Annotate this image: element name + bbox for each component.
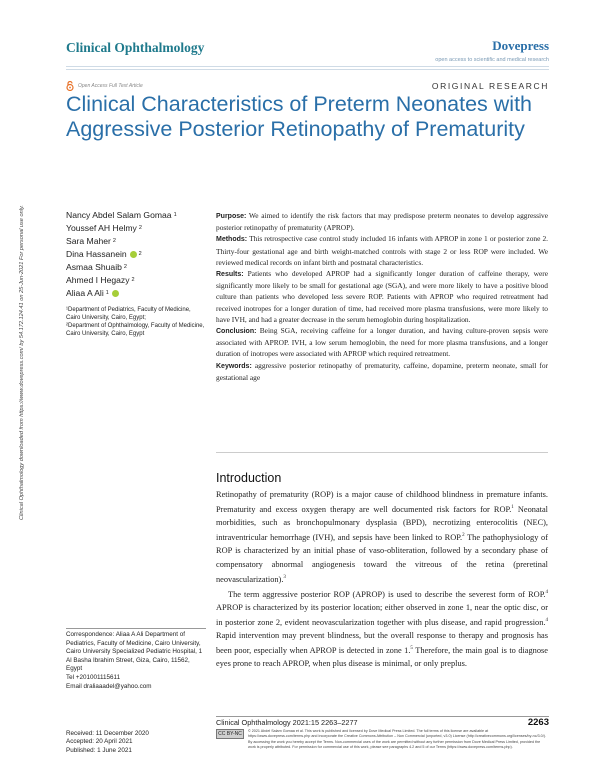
abstract-methods-text: This retrospective case control study included 16 infants with APROP in zone 1 or posterior zone 2. Thirty-four gestational age and birth weight-matched controls with stage 2 or less ROP were included. We reviewed medical records on infant birth and postnatal characteristics. <box>216 234 549 267</box>
citation-ref[interactable]: 1 <box>511 505 514 511</box>
footer-divider <box>216 716 549 717</box>
abstract-purpose-label: Purpose: <box>216 213 247 220</box>
section-label: ORIGINAL RESEARCH <box>431 81 549 91</box>
download-watermark-text: Clinical Ophthalmology downloaded from https://www.dovepress.com/ by 54.172.124.41 on 25-Jun-2021 For personal use only. <box>19 205 25 520</box>
abstract-keywords-label: Keywords: <box>216 362 252 370</box>
publisher-logo[interactable]: Dovepress <box>492 38 549 53</box>
citation-ref[interactable]: 2 <box>462 533 465 539</box>
abstract-results <box>216 268 548 325</box>
affiliation: ²Department of Ophthalmology, Faculty of Medicine, Cairo University, Cairo, Egypt <box>66 323 205 337</box>
author[interactable] <box>66 209 206 222</box>
date-published: Published: 1 June 2021 <box>66 746 132 754</box>
abstract-conclusion <box>216 325 548 360</box>
abstract-conclusion-label: Conclusion: <box>216 328 257 336</box>
author-name: Nancy Abdel Salam Gomaa <box>66 210 172 220</box>
abstract-keywords <box>216 360 548 383</box>
page-number: 2263 <box>527 717 549 728</box>
author-affil-sup: 1 <box>105 290 109 296</box>
header-divider-2 <box>66 69 549 70</box>
article-title: Clinical Characteristics of Preterm Neonates with Aggressive Posterior Retinopathy of Prematurity <box>66 92 532 141</box>
author-name: Asmaa Shuaib <box>66 262 122 272</box>
author[interactable] <box>66 248 206 261</box>
license-text: © 2021 Abdel Salam Gomaa et al. This work is published and licensed by Dove Medical Press Limited. The full terms of this license are available at https://www.dovepress.com/terms.php and incorporate the Creative Commons Attribution – Non Commercial (unported, v3.0) License (http://creativecommons.org/licenses/by-nc/3.0/). By accessing the work you hereby accept the Terms. Non-commercial uses of the work are permitted without any further permission from Dove Medical Press Limited, provided the work is properly attributed. For permission for commercial use of this work, please see paragraphs 4.2 and 5 of our Terms (https://www.dovepress.com/terms.php). <box>248 729 546 749</box>
correspondence-tel: Tel +201001115611 <box>66 673 121 681</box>
citation-ref[interactable]: 4 <box>545 589 548 595</box>
author-name: Ahmed I Hegazy <box>66 275 130 285</box>
author[interactable] <box>66 287 206 300</box>
author-affil-sup: 2 <box>123 264 127 270</box>
date-received: Received: 11 December 2020 <box>66 730 149 737</box>
abstract-conclusion-text: Being SGA, receiving caffeine for a longer duration, and having culture-proven sepsis were associated with APROP. IVH, a low serum hemoglobin, the need for more plasma transfusions, and a longer duration of inotropes were associated with APROP which required retreatment. <box>216 326 548 359</box>
affiliations <box>66 306 206 338</box>
abstract-results-label: Results: <box>216 271 244 279</box>
correspondence-email[interactable]: Email draliaaadel@yahoo.com <box>66 682 152 690</box>
author-name: Dina Hassanein <box>66 249 127 259</box>
abstract-keywords-text: aggressive posterior retinopathy of prematurity, caffeine, dopamine, preterm neonate, small for gestational age <box>216 360 548 382</box>
abstract-purpose-text: We aimed to identify the risk factors that may predispose preterm neonates to develop aggressive posterior retinopathy of prematurity (APROP). <box>216 211 549 233</box>
orcid-icon[interactable] <box>130 251 137 258</box>
citation-ref[interactable]: 4 <box>545 617 548 623</box>
author-affil-sup: 2 <box>138 251 142 257</box>
open-access-icon <box>66 81 74 91</box>
abstract-purpose <box>216 210 548 233</box>
introduction-body <box>216 488 548 670</box>
abstract-divider <box>216 452 548 453</box>
header-divider <box>66 66 549 67</box>
intro-paragraph: Retinopathy of prematurity (ROP) is a major cause of childhood blindness in premature infants. Prematurity and excess oxygen therapy are well documented risk factors for ROP.$^1$ Neonatal morbidities, such as bronchopulmonary dysplasia (BPD), necrotizing enterocolitis (NEC), intraventricular hemorrhage (IVH), and sepsis have been linked to ROP.$^2$ The pathophysiology of ROP is characterized by an initial phase of vaso-obliteration, followed by a secondary phase of compensatory abnormal angiogenesis toward the vitreous of the retina (preretinal neovascularization).$^3$ <box>216 490 548 584</box>
publisher-tagline: open access to scientific and medical research <box>435 57 549 63</box>
article-dates <box>66 730 149 755</box>
author[interactable] <box>66 222 206 235</box>
author-name: Aliaa A Ali <box>66 288 104 298</box>
author[interactable] <box>66 274 206 287</box>
author-name: Sara Maher <box>66 236 111 246</box>
author[interactable] <box>66 261 206 274</box>
correspondence <box>66 631 206 691</box>
abstract <box>216 210 548 383</box>
author[interactable] <box>66 235 206 248</box>
abstract-results-text: Patients who developed APROP had a significantly longer duration of caffeine therapy, were significantly more likely to be small for gestational age (SGA), and were more likely to have a positive blood culture than patients who developed less severe ROP. Patients with APROP who required retreatment had received inotropes for a longer duration of time, had received more plasma transfusions, were more likely to have IVH, and had a greater decrease in the serum hemoglobin during hospitalization. <box>216 269 548 324</box>
author-affil-sup: 2 <box>131 277 135 283</box>
affiliation: ¹Department of Pediatrics, Faculty of Medicine, Cairo University, Cairo, Egypt; <box>66 307 191 321</box>
citation-ref[interactable]: 5 <box>410 646 413 652</box>
author-affil-sup: 2 <box>138 225 142 231</box>
date-accepted: Accepted: 20 April 2021 <box>66 738 133 746</box>
author-list <box>66 209 206 338</box>
download-watermark <box>18 160 48 520</box>
author-affil-sup: 1 <box>173 212 177 218</box>
abstract-methods-label: Methods: <box>216 236 248 244</box>
orcid-icon[interactable] <box>112 290 119 297</box>
footer-citation[interactable]: Clinical Ophthalmology 2021:15 2263–2277 <box>216 718 358 727</box>
author-affil-sup: 2 <box>112 238 116 244</box>
open-access-badge <box>66 81 143 91</box>
journal-name: Clinical Ophthalmology <box>66 40 205 55</box>
correspondence-address: Correspondence: Aliaa A Ali Department of Pediatrics, Faculty of Medicine, Cairo University, Cairo University Specialized Pediatric Hospital, 1 Al Basha Ibrahim Street, Giza, Cairo, 11562, Egypt <box>66 631 203 673</box>
intro-paragraph: The term aggressive posterior ROP (APROP) is used to describe the severest form of ROP.$^4$ APROP is characterized by its posterior location; either observed in zone 1, near the optic disc, or in posterior zone 2, evident neovascularization together with plus disease, and rapid progression.$^4$ Rapid intervention may prevent blindness, but the overall response to therapy and prognosis has been poor, especially when APROP is detected in zone 1.$^5$ Therefore, the main goal is to diagnose eyes prone to reach APROP, when plus disease is minimal, or only preplus. <box>216 589 548 669</box>
citation-ref[interactable]: 3 <box>283 574 286 580</box>
author-name: Youssef AH Helmy <box>66 223 137 233</box>
correspondence-divider <box>66 628 206 629</box>
cc-license-icon[interactable]: CC BY-NC <box>216 729 244 739</box>
abstract-methods <box>216 233 548 268</box>
license-block <box>216 729 548 750</box>
introduction-heading: Introduction <box>216 471 282 485</box>
open-access-label: Open Access Full Text Article <box>78 83 143 89</box>
